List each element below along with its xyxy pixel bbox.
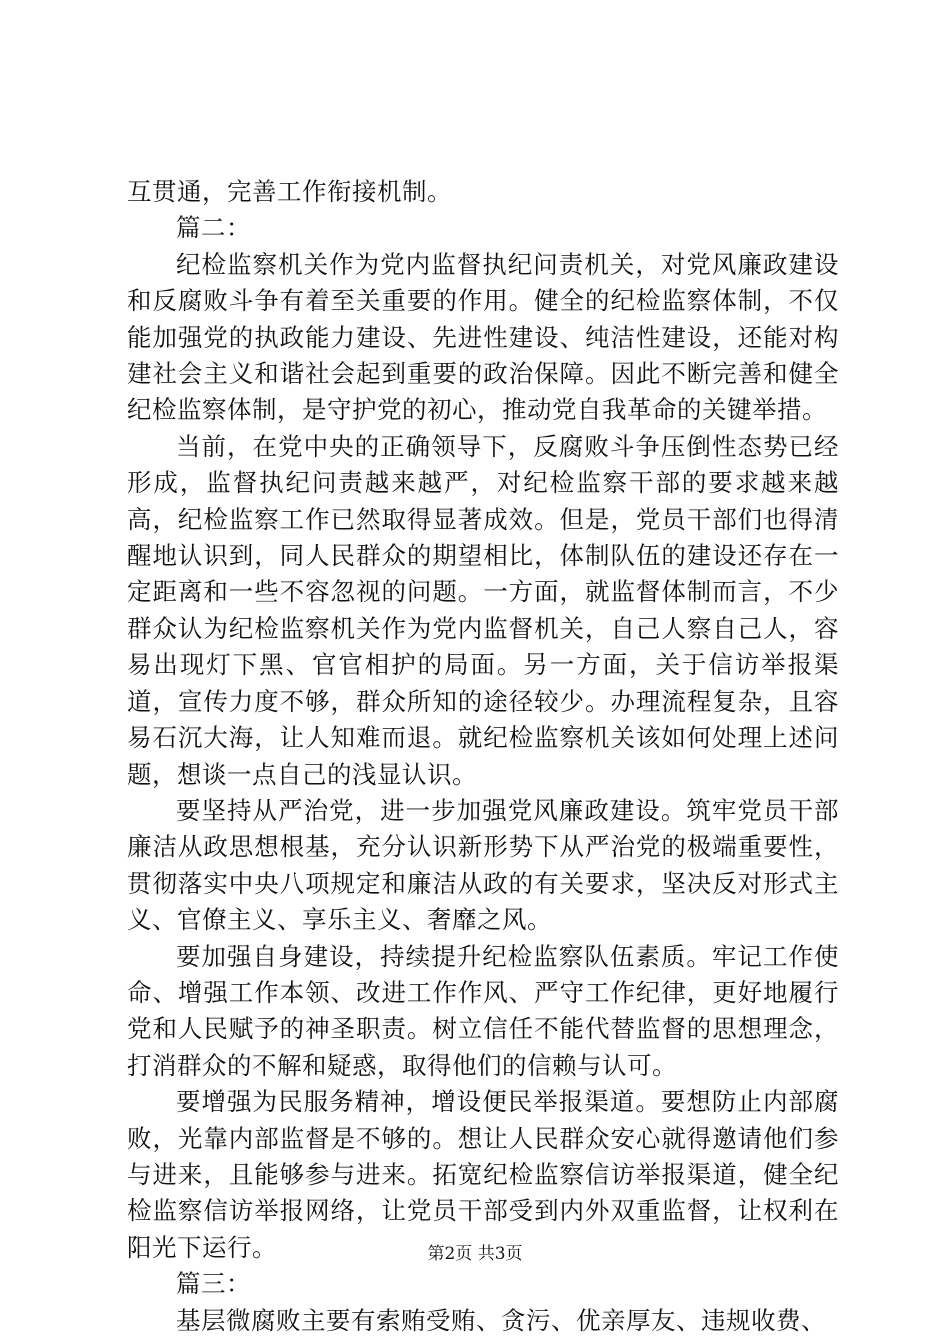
paragraph-continuation: 互贯通，完善工作衔接机制。 xyxy=(127,177,452,206)
document-body xyxy=(127,174,839,1339)
paragraph: 要增强为民服务精神，增设便民举报渠道。要想防止内部腐败，光靠内部监督是不够的。想让人民群众安心就得邀请他们参与进来，且能够参与进来。拓宽纪检监察信访举报渠道，健全纪检监察信访举报网络，让党员干部受到内外双重监督，让权利在阳光下运行。 xyxy=(127,1087,839,1262)
paragraph: 纪检监察机关作为党内监督执纪问责机关，对党风廉政建设和反腐败斗争有着至关重要的作用。健全的纪检监察体制，不仅能加强党的执政能力建设、先进性建设、纯洁性建设，还能对构建社会主义和谐社会起到重要的政治保障。因此不断完善和健全纪检监察体制，是守护党的初心，推动党自我革命的关键举措。 xyxy=(127,249,839,425)
paragraph: 当前，在党中央的正确领导下，反腐败斗争压倒性态势已经形成，监督执纪问责越来越严，对纪检监察干部的要求越来越高，纪检监察工作已然取得显著成效。但是，党员干部们也得清醒地认识到，同人民群众的期望相比，体制队伍的建设还存在一定距离和一些不容忽视的问题。一方面，就监督体制而言，不少群众认为纪检监察机关作为党内监督机关，自己人察自己人，容易出现灯下黑、官官相护的局面。另一方面，关于信访举报渠道，宣传力度不够，群众所知的途径较少。办理流程复杂，且容易石沉大海，让人知难而退。就纪检监察机关该如何处理上述问题，想谈一点自己的浅显认识。 xyxy=(127,431,839,789)
paragraph: 基层微腐败主要有索贿受贿、贪污、优亲厚友、违规收费、 xyxy=(176,1305,826,1335)
section-heading-part-two: 篇二： xyxy=(176,213,251,243)
section-heading-part-three: 篇三： xyxy=(176,1269,251,1299)
paragraph: 要加强自身建设，持续提升纪检监察队伍素质。牢记工作使命、增强工作本领、改进工作作风、严守工作纪律，更好地履行党和人民赋予的神圣职责。树立信任不能代替监督的思想理念，打消群众的不解和疑惑，取得他们的信赖与认可。 xyxy=(127,941,839,1080)
paragraph: 要坚持从严治党，进一步加强党风廉政建设。筑牢党员干部廉洁从政思想根基，充分认识新形势下从严治党的极端重要性，贯彻落实中央八项规定和廉洁从政的有关要求，坚决反对形式主义、官僚主义、享乐主义、奢靡之风。 xyxy=(127,795,839,935)
page-footer: 第2页 共3页 xyxy=(427,1244,523,1264)
